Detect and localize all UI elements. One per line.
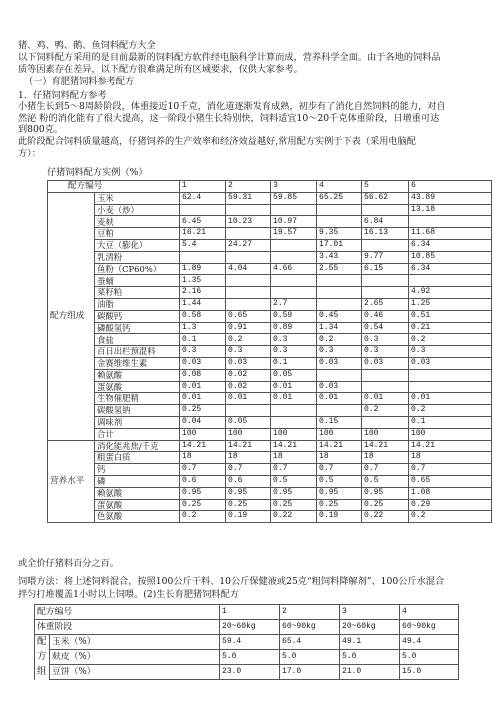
table-cell: 0.3 [180, 346, 226, 358]
table-cell: 0.19 [226, 511, 271, 523]
table-cell: 0.25 [226, 499, 271, 511]
table-cell [271, 239, 317, 251]
table-cell: 9.35 [317, 228, 362, 240]
table-cell: 59.85 [271, 192, 317, 204]
table-cell [317, 298, 362, 310]
table-cell [226, 204, 271, 216]
ingredient-name: 玉米 [95, 192, 180, 204]
table-cell: 0.2 [317, 334, 362, 346]
table-row [48, 228, 492, 240]
table-cell: 0.51 [409, 310, 492, 322]
table-cell: 1.89 [180, 263, 226, 275]
table-row [48, 216, 492, 228]
table-cell: 0.6 [226, 475, 271, 487]
table-cell [271, 251, 317, 263]
stage-value: 20~60kg [340, 620, 400, 635]
table-caption: 仔猪饲料配方实例（%） [47, 167, 148, 178]
table-cell: 5.0 [340, 650, 400, 665]
table-cell: 0.2 [362, 405, 409, 417]
table-cell: 0.59 [271, 310, 317, 322]
paragraph-line-3: 到800克。 [18, 124, 64, 135]
ingredient-name: 麸皮（%） [50, 650, 220, 665]
table-row [48, 275, 492, 287]
table-cell: 0.95 [271, 487, 317, 499]
table-row [48, 440, 492, 452]
intro-line-1: 以下饲料配方采用的是目前最新的饲料配方软件经电脑科学计算而成，营养科学全面。由于各地的饲料品 [18, 52, 441, 63]
ingredient-name: 蛋氨酸 [95, 381, 180, 393]
table-row [48, 263, 492, 275]
table-row [48, 369, 492, 381]
table-cell: 14.21 [317, 440, 362, 452]
table-cell: 0.22 [271, 511, 317, 523]
table-cell: 11.68 [409, 228, 492, 240]
table-cell: 18 [317, 452, 362, 464]
ingredient-name: 调味剂 [95, 416, 180, 428]
table-cell: 0.95 [226, 487, 271, 499]
table-row [48, 322, 492, 334]
table-cell: 0.01 [226, 393, 271, 405]
table-row [48, 298, 492, 310]
table-cell: 6.15 [362, 263, 409, 275]
table-row [48, 334, 492, 346]
table-cell: 0.3 [409, 346, 492, 358]
table-cell: 2.7 [271, 298, 317, 310]
table-cell [271, 275, 317, 287]
table-cell: 0.3 [271, 346, 317, 358]
table-row [35, 665, 459, 680]
table-row [48, 346, 492, 358]
table-cell: 0.5 [317, 475, 362, 487]
table-cell: 23.0 [220, 665, 280, 680]
table-cell: 0.95 [362, 487, 409, 499]
table-cell: 49.1 [340, 635, 400, 650]
note-line-2: 饲喂方法：将上述饲料混合，按照100公斤干料、10公斤保健液或25克“粗饲料降解剂”、100公斤水混合 [18, 576, 445, 587]
table-row [48, 287, 492, 299]
table-cell: 1.35 [180, 275, 226, 287]
table-cell: 0.01 [180, 381, 226, 393]
header-label: 配方编号 [35, 605, 220, 620]
table-cell: 2.16 [180, 287, 226, 299]
table-row [35, 635, 459, 650]
table-cell: 100 [409, 428, 492, 440]
ingredient-name: 消化能兆焦/千克 [95, 440, 180, 452]
table-cell: 0.6 [180, 475, 226, 487]
intro-line-2: 质等因素存在差异，以下配方很难满足所有区域要求，仅供大家参考。 [18, 64, 303, 75]
table-cell: 0.95 [317, 487, 362, 499]
table-cell: 0.46 [362, 310, 409, 322]
table-cell: 24.27 [226, 239, 271, 251]
table-cell: 0.25 [180, 499, 226, 511]
table-cell: 18 [271, 452, 317, 464]
table-cell: 0.3 [226, 346, 271, 358]
table-cell: 0.25 [180, 405, 226, 417]
ingredient-name: 豆粕 [95, 228, 180, 240]
ingredient-name: 菜籽粕 [95, 287, 180, 299]
table-cell [226, 275, 271, 287]
table-row [48, 464, 492, 476]
table-cell: 0.7 [362, 464, 409, 476]
table-cell: 0.45 [317, 310, 362, 322]
table-cell [362, 275, 409, 287]
table-row [48, 393, 492, 405]
table-cell: 100 [226, 428, 271, 440]
table-cell [317, 204, 362, 216]
table-cell: 0.05 [226, 416, 271, 428]
table-cell: 0.7 [409, 464, 492, 476]
ingredient-name: 合计 [95, 428, 180, 440]
table-cell: 0.01 [362, 393, 409, 405]
table-cell: 49.4 [400, 635, 459, 650]
table-cell: 6.45 [180, 216, 226, 228]
table-cell: 1.34 [317, 322, 362, 334]
paragraph-line-5: 方）： [18, 148, 41, 159]
table-cell: 0.3 [317, 346, 362, 358]
table-cell [226, 228, 271, 240]
table-cell: 0.2 [180, 511, 226, 523]
table-cell [317, 216, 362, 228]
table-cell [362, 287, 409, 299]
stage-value: 60~90kg [400, 620, 459, 635]
table-cell: 0.01 [271, 381, 317, 393]
ingredient-name: 碳酸钙 [95, 310, 180, 322]
table-row [48, 192, 492, 204]
table-cell: 0.15 [317, 416, 362, 428]
table-cell: 0.5 [362, 475, 409, 487]
table-cell: 0.19 [317, 511, 362, 523]
subsection-heading: 1．仔猪饲料配方参考 [18, 90, 107, 101]
table-cell: 0.1 [409, 416, 492, 428]
table-cell: 100 [317, 428, 362, 440]
table-cell: 0.2 [409, 405, 492, 417]
ingredient-name: 蚕蛹 [95, 275, 180, 287]
stage-value: 20~60kg [220, 620, 280, 635]
ingredient-name: 磷酸氢钙 [95, 322, 180, 334]
table-cell: 0.02 [226, 369, 271, 381]
table-cell: 6.34 [409, 263, 492, 275]
table-cell: 0.7 [180, 464, 226, 476]
table-cell: 16.13 [362, 228, 409, 240]
table-cell [362, 239, 409, 251]
table-cell: 4.04 [226, 263, 271, 275]
table-cell: 1.44 [180, 298, 226, 310]
table-cell: 0.2 [409, 334, 492, 346]
table-cell: 0.01 [409, 393, 492, 405]
table-cell: 0.02 [226, 381, 271, 393]
table-row [48, 475, 492, 487]
table-cell: 13.18 [409, 204, 492, 216]
table-cell: 14.21 [226, 440, 271, 452]
paragraph-line-4: 此阶段配合饲料质量越高，仔猪饲养的生产效率和经济效益越好,常用配方实例于下表（采用电脑配 [18, 136, 416, 147]
table-cell [362, 416, 409, 428]
table-row [48, 499, 492, 511]
table-cell [226, 287, 271, 299]
table-row [48, 251, 492, 263]
table-cell: 18 [362, 452, 409, 464]
ingredient-name: 百日出栏预混料 [95, 346, 180, 358]
table-cell: 1.3 [180, 322, 226, 334]
table-cell: 0.25 [362, 499, 409, 511]
table-cell: 17.0 [280, 665, 340, 680]
table-cell: 4.92 [409, 287, 492, 299]
table-cell [317, 287, 362, 299]
table-cell: 0.1 [271, 357, 317, 369]
stage-row [35, 620, 459, 635]
table-row [48, 405, 492, 417]
section-heading: （一）育肥猪饲料参考配方 [24, 76, 135, 87]
table-cell [317, 369, 362, 381]
table-row [48, 511, 492, 523]
table-cell [271, 416, 317, 428]
stage-value: 60~90kg [280, 620, 340, 635]
group-label-nutrition: 营养水平 [48, 440, 95, 523]
table-cell: 0.7 [317, 464, 362, 476]
piglet-formula-table [47, 180, 492, 523]
table-cell: 0.58 [180, 310, 226, 322]
table-cell: 10.97 [271, 216, 317, 228]
ingredient-name: 小麦（炒） [95, 204, 180, 216]
table-cell [271, 204, 317, 216]
table-cell: 2.65 [362, 298, 409, 310]
table-cell [226, 405, 271, 417]
table-cell: 0.25 [271, 499, 317, 511]
table-cell: 0.65 [226, 310, 271, 322]
table-cell: 0.03 [409, 357, 492, 369]
table-cell: 0.2 [226, 334, 271, 346]
table-cell [362, 381, 409, 393]
formula-number: 3 [340, 605, 400, 620]
table-cell: 14.21 [271, 440, 317, 452]
table-cell: 0.08 [180, 369, 226, 381]
formula-number: 2 [226, 181, 271, 193]
table-cell: 0.21 [409, 322, 492, 334]
header-row [35, 605, 459, 620]
table-row [48, 239, 492, 251]
table-cell [409, 369, 492, 381]
ingredient-name: 磷 [95, 475, 180, 487]
ingredient-name: 鱼粉（CP60%） [95, 263, 180, 275]
table-cell: 0.03 [362, 357, 409, 369]
table-cell: 18 [226, 452, 271, 464]
table-cell: 0.91 [226, 322, 271, 334]
table-cell [180, 204, 226, 216]
table-cell: 0.3 [362, 334, 409, 346]
table-cell [226, 298, 271, 310]
table-cell: 0.3 [271, 334, 317, 346]
ingredient-name: 生物催肥精 [95, 393, 180, 405]
table-cell: 0.54 [362, 322, 409, 334]
table-cell: 5.0 [400, 650, 459, 665]
table-cell: 0.01 [271, 393, 317, 405]
table-cell: 10.85 [409, 251, 492, 263]
table-cell [409, 216, 492, 228]
table-cell: 0.3 [362, 346, 409, 358]
ingredient-name: 乳清粉 [95, 251, 180, 263]
table-cell: 15.0 [400, 665, 459, 680]
ingredient-name: 色氨酸 [95, 511, 180, 523]
table-cell: 16.21 [180, 228, 226, 240]
table-cell: 6.84 [362, 216, 409, 228]
table-cell: 100 [180, 428, 226, 440]
table-cell: 1.08 [409, 487, 492, 499]
table-cell: 0.25 [317, 499, 362, 511]
table-cell: 43.89 [409, 192, 492, 204]
header-row [48, 181, 492, 193]
table-cell: 65.25 [317, 192, 362, 204]
table-cell [409, 275, 492, 287]
table-cell: 21.0 [340, 665, 400, 680]
table-cell [226, 251, 271, 263]
note-line-3: 拌匀打堆覆盖1小时以上饲喂。(2)生长育肥猪饲料配方 [18, 589, 239, 600]
ingredient-name: 大豆（膨化） [95, 239, 180, 251]
table-row [48, 452, 492, 464]
table-cell: 0.22 [362, 511, 409, 523]
table-cell: 100 [271, 428, 317, 440]
table-cell: 0.2 [409, 511, 492, 523]
table-cell: 0.01 [180, 393, 226, 405]
formula-number: 2 [280, 605, 340, 620]
ingredient-name: 碳酸氢钠 [95, 405, 180, 417]
stage-label: 体重阶段 [35, 620, 220, 635]
table-cell: 14.21 [409, 440, 492, 452]
formula-number: 3 [271, 181, 317, 193]
table-row [48, 487, 492, 499]
table-row [48, 310, 492, 322]
table-cell: 14.21 [180, 440, 226, 452]
table-cell: 0.89 [271, 322, 317, 334]
group-label-composition: 配方组成 [48, 192, 95, 440]
table-row [48, 428, 492, 440]
table-cell: 0.05 [271, 369, 317, 381]
doc-title: 猪、鸡、鸭、鹅、鱼饲料配方大全 [18, 40, 156, 51]
table-cell: 0.03 [180, 357, 226, 369]
ingredient-name: 油脂 [95, 298, 180, 310]
table-cell: 0.01 [317, 393, 362, 405]
ingredient-name: 食盐 [95, 334, 180, 346]
table-cell [180, 251, 226, 263]
ingredient-name: 钙 [95, 464, 180, 476]
table-cell: 5.4 [180, 239, 226, 251]
table-cell [409, 381, 492, 393]
table-cell: 19.57 [271, 228, 317, 240]
side-label-char: 配 [35, 635, 50, 650]
table-cell: 1.25 [409, 298, 492, 310]
ingredient-name: 豆饼（%） [50, 665, 220, 680]
table-cell: 0.1 [180, 334, 226, 346]
formula-number: 5 [362, 181, 409, 193]
table-cell: 65.4 [280, 635, 340, 650]
table-cell: 59.4 [220, 635, 280, 650]
table-cell [362, 369, 409, 381]
table-cell: 0.03 [317, 357, 362, 369]
ingredient-name: 玉米（%） [50, 635, 220, 650]
ingredient-name: 蛋氨酸 [95, 499, 180, 511]
ingredient-name: 赖氨酸 [95, 487, 180, 499]
table-cell: 18 [180, 452, 226, 464]
table-cell: 0.29 [409, 499, 492, 511]
table-cell: 0.65 [409, 475, 492, 487]
table-cell: 14.21 [362, 440, 409, 452]
table-cell [362, 204, 409, 216]
table-cell [317, 275, 362, 287]
table-cell: 4.66 [271, 263, 317, 275]
table-cell: 0.95 [180, 487, 226, 499]
formula-number: 4 [400, 605, 459, 620]
table-row [35, 650, 459, 665]
table-cell: 62.4 [180, 192, 226, 204]
side-label-char: 组 [35, 665, 50, 680]
table-cell: 6.34 [409, 239, 492, 251]
formula-number: 1 [180, 181, 226, 193]
grower-formula-table [34, 604, 459, 680]
table-cell: 0.03 [317, 381, 362, 393]
paragraph-line-1: 小猪生长到5～8周龄阶段，体重接近10千克，消化道逐渐发育成熟，初步有了消化自然饲料的能力，对自 [18, 101, 446, 112]
table-row [48, 357, 492, 369]
formula-number: 6 [409, 181, 492, 193]
ingredient-name: 金赛维维生素 [95, 357, 180, 369]
table-cell: 0.03 [226, 357, 271, 369]
header-label: 配方编号 [48, 181, 180, 193]
table-cell: 59.31 [226, 192, 271, 204]
table-cell [271, 405, 317, 417]
table-cell: 10.23 [226, 216, 271, 228]
side-label-char: 方 [35, 650, 50, 665]
ingredient-name: 麦麸 [95, 216, 180, 228]
table-cell: 56.62 [362, 192, 409, 204]
table-cell: 18 [409, 452, 492, 464]
table-cell [317, 405, 362, 417]
formula-number: 4 [317, 181, 362, 193]
note-line-1: 或全价仔猪料百分之百。 [18, 558, 120, 569]
table-row [48, 381, 492, 393]
table-cell: 0.04 [180, 416, 226, 428]
table-row [48, 204, 492, 216]
paragraph-line-2: 然泌 粉的消化能有了很大提高，这一阶段小猪生长特别快，饲料适宜10～20千克体重阶段，日增重可达 [18, 113, 440, 124]
table-cell: 5.0 [220, 650, 280, 665]
table-cell: 0.7 [271, 464, 317, 476]
table-cell [271, 287, 317, 299]
ingredient-name: 粗蛋白质 [95, 452, 180, 464]
table-cell: 2.55 [317, 263, 362, 275]
formula-number: 1 [220, 605, 280, 620]
table-cell: 5.0 [280, 650, 340, 665]
table-cell: 0.7 [226, 464, 271, 476]
table-row [48, 416, 492, 428]
table-cell: 0.5 [271, 475, 317, 487]
table-cell: 3.43 [317, 251, 362, 263]
table-cell: 9.77 [362, 251, 409, 263]
table-cell: 100 [362, 428, 409, 440]
ingredient-name: 赖氨酸 [95, 369, 180, 381]
table-cell: 17.01 [317, 239, 362, 251]
